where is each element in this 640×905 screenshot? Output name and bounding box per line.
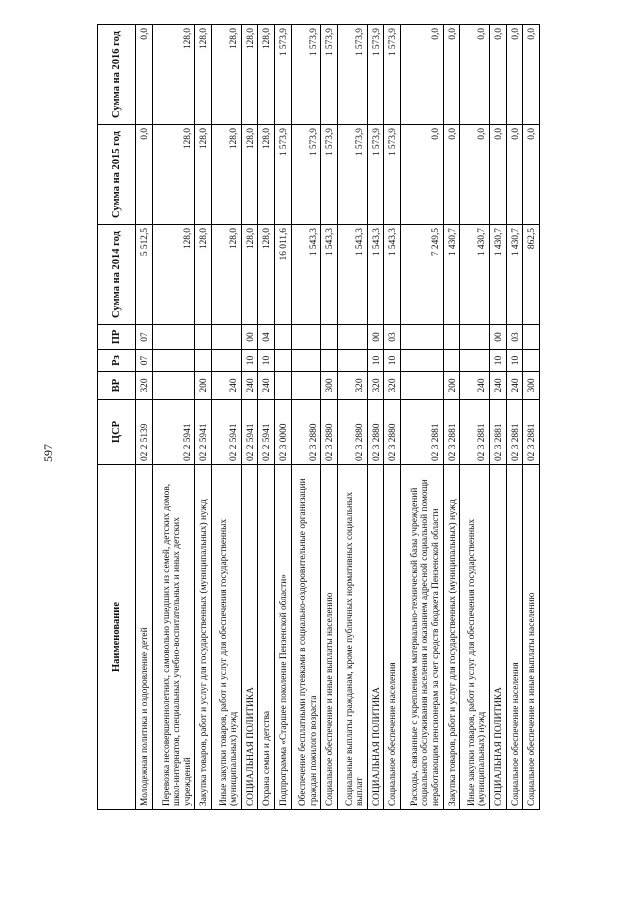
row-vr: 240 [506,372,523,400]
row-rz [321,350,338,372]
row-rz [291,350,321,372]
row-sum-2016: 0,0 [506,25,523,125]
budget-table [97,24,540,810]
row-sum-2016: 1 573,9 [321,25,338,125]
row-rz [523,350,540,372]
table-body [136,25,540,810]
page-number: 597 [41,444,55,462]
row-vr: 240 [258,372,275,400]
row-pr: 07 [136,325,153,350]
row-sum-2015: 1 573,9 [337,125,367,225]
row-sum-2015: 128,0 [152,125,195,225]
table-row [337,25,367,810]
row-vr: 240 [241,372,258,400]
header-name: Наименование [98,465,136,810]
row-sum-2014: 1 430,7 [460,225,490,325]
row-sum-2014: 1 543,3 [321,225,338,325]
row-pr [337,325,367,350]
header-rz: Рз [98,350,136,372]
row-pr: 03 [506,325,523,350]
row-pr [152,325,195,350]
row-csr: 02 2 5139 [136,400,153,465]
table-row [136,25,153,810]
row-sum-2015: 1 573,9 [291,125,321,225]
row-sum-2015: 128,0 [258,125,275,225]
row-name: Молодежная политика и оздоровление детей [136,465,153,810]
header-csr: ЦСР [98,400,136,465]
row-name: Иные закупки товаров, работ и услуг для обеспечения государственных (муниципальных) нужд [460,465,490,810]
table-row [523,25,540,810]
row-sum-2016: 1 573,9 [274,25,291,125]
row-rz [337,350,367,372]
row-sum-2016: 128,0 [152,25,195,125]
row-csr: 02 3 2880 [291,400,321,465]
row-sum-2015: 0,0 [400,125,443,225]
row-vr [400,372,443,400]
table-row [506,25,523,810]
row-name: Социальное обеспечение населения [506,465,523,810]
table-row [384,25,401,810]
row-pr [291,325,321,350]
header-pr: ПР [98,325,136,350]
row-sum-2015: 1 573,9 [274,125,291,225]
row-sum-2015: 128,0 [241,125,258,225]
row-vr: 320 [384,372,401,400]
table-row [367,25,384,810]
row-name: СОЦИАЛЬНАЯ ПОЛИТИКА [367,465,384,810]
row-name: СОЦИАЛЬНАЯ ПОЛИТИКА [241,465,258,810]
row-sum-2016: 1 573,9 [367,25,384,125]
row-sum-2014: 128,0 [241,225,258,325]
row-vr: 200 [195,372,212,400]
row-sum-2015: 0,0 [506,125,523,225]
row-csr: 02 3 0000 [274,400,291,465]
row-csr: 02 3 2880 [337,400,367,465]
row-sum-2016: 128,0 [241,25,258,125]
row-rz: 10 [489,350,506,372]
row-name: Социальное обеспечение и иные выплаты населению [321,465,338,810]
row-rz: 10 [367,350,384,372]
row-pr [400,325,443,350]
row-sum-2016: 0,0 [443,25,460,125]
row-vr [274,372,291,400]
row-pr: 03 [384,325,401,350]
row-sum-2014: 16 011,6 [274,225,291,325]
row-pr [211,325,241,350]
table-row [291,25,321,810]
row-pr: 00 [489,325,506,350]
row-sum-2015: 128,0 [211,125,241,225]
row-csr: 02 3 2880 [321,400,338,465]
row-name: Перевозка несовершеннолетних, самовольно ушедших из семей, детских домов, школ-интернатов, специальных учебно-воспитательных и иных детских учреждений [152,465,195,810]
row-sum-2015: 0,0 [460,125,490,225]
row-rz [152,350,195,372]
table-row [321,25,338,810]
row-rz: 07 [136,350,153,372]
row-sum-2014: 1 543,3 [337,225,367,325]
row-sum-2014: 128,0 [195,225,212,325]
row-pr [460,325,490,350]
row-sum-2014: 1 430,7 [489,225,506,325]
table-row [241,25,258,810]
row-pr [274,325,291,350]
row-csr: 02 3 2881 [489,400,506,465]
row-pr [321,325,338,350]
row-rz [460,350,490,372]
table-row [443,25,460,810]
row-name: Иные закупки товаров, работ и услуг для обеспечения государственных (муниципальных) нужд [211,465,241,810]
row-csr: 02 2 5941 [241,400,258,465]
row-name: Закупка товаров, работ и услуг для государственных (муниципальных) нужд [195,465,212,810]
row-vr: 300 [321,372,338,400]
row-sum-2014: 128,0 [211,225,241,325]
row-vr [291,372,321,400]
row-name: Социальное обеспечение и иные выплаты населению [523,465,540,810]
row-rz: 10 [384,350,401,372]
row-csr: 02 2 5941 [211,400,241,465]
row-sum-2016: 0,0 [400,25,443,125]
row-vr: 240 [211,372,241,400]
row-csr: 02 3 2880 [384,400,401,465]
row-name: СОЦИАЛЬНАЯ ПОЛИТИКА [489,465,506,810]
row-sum-2014: 128,0 [258,225,275,325]
row-name: Закупка товаров, работ и услуг для государственных (муниципальных) нужд [443,465,460,810]
header-sum-2015: Сумма на 2015 год [98,125,136,225]
row-sum-2016: 1 573,9 [384,25,401,125]
row-sum-2014: 1 543,3 [291,225,321,325]
rotated-budget-table [97,25,540,810]
row-rz: 10 [241,350,258,372]
row-sum-2014: 5 512,5 [136,225,153,325]
row-vr: 320 [136,372,153,400]
row-vr: 200 [443,372,460,400]
row-csr: 02 3 2881 [523,400,540,465]
row-sum-2015: 0,0 [489,125,506,225]
row-vr [152,372,195,400]
row-vr: 240 [489,372,506,400]
row-csr: 02 2 5941 [152,400,195,465]
row-rz [274,350,291,372]
row-csr: 02 3 2881 [460,400,490,465]
table-row [274,25,291,810]
row-rz [400,350,443,372]
row-name: Подпрограмма «Старшее поколение Пензенской области» [274,465,291,810]
row-pr [443,325,460,350]
row-pr [195,325,212,350]
row-sum-2014: 7 249,5 [400,225,443,325]
header-sum-2016: Сумма на 2016 год [98,25,136,125]
row-sum-2016: 0,0 [523,25,540,125]
row-rz [443,350,460,372]
row-sum-2015: 1 573,9 [321,125,338,225]
row-sum-2015: 128,0 [195,125,212,225]
table-row [489,25,506,810]
table-header-row [98,25,136,810]
row-sum-2016: 0,0 [136,25,153,125]
row-sum-2015: 0,0 [443,125,460,225]
row-pr: 00 [367,325,384,350]
row-name: Социальные выплаты гражданам, кроме публичных нормативных социальных выплат [337,465,367,810]
table-row [195,25,212,810]
row-name: Социальное обеспечение населения [384,465,401,810]
table-row [460,25,490,810]
row-csr: 02 3 2881 [443,400,460,465]
row-sum-2015: 0,0 [523,125,540,225]
row-vr: 320 [367,372,384,400]
row-sum-2016: 128,0 [258,25,275,125]
row-csr: 02 3 2881 [400,400,443,465]
row-name: Охрана семьи и детства [258,465,275,810]
row-csr: 02 3 2881 [506,400,523,465]
header-sum-2014: Сумма на 2014 год [98,225,136,325]
row-csr: 02 2 5941 [195,400,212,465]
row-sum-2015: 1 573,9 [367,125,384,225]
row-csr: 02 2 5941 [258,400,275,465]
header-vr: ВР [98,372,136,400]
row-sum-2014: 1 543,3 [367,225,384,325]
row-sum-2016: 1 573,9 [291,25,321,125]
row-rz: 10 [258,350,275,372]
table-row [211,25,241,810]
row-sum-2016: 0,0 [460,25,490,125]
row-csr: 02 3 2880 [367,400,384,465]
row-vr: 240 [460,372,490,400]
row-sum-2016: 1 573,9 [337,25,367,125]
row-sum-2014: 862,5 [523,225,540,325]
row-name: Обеспечение бесплатными путевками в социально-оздоровительные организации граждан пожилого возраста [291,465,321,810]
row-sum-2014: 1 430,7 [443,225,460,325]
row-sum-2014: 1 543,3 [384,225,401,325]
row-sum-2016: 0,0 [489,25,506,125]
row-rz [211,350,241,372]
table-row [400,25,443,810]
row-sum-2016: 128,0 [195,25,212,125]
row-vr: 320 [337,372,367,400]
row-pr: 00 [241,325,258,350]
row-sum-2015: 0,0 [136,125,153,225]
table-row [152,25,195,810]
row-pr [523,325,540,350]
row-sum-2014: 1 430,7 [506,225,523,325]
row-rz: 10 [506,350,523,372]
row-pr: 04 [258,325,275,350]
table-row [258,25,275,810]
row-sum-2015: 1 573,9 [384,125,401,225]
row-sum-2014: 128,0 [152,225,195,325]
row-vr: 300 [523,372,540,400]
row-sum-2016: 128,0 [211,25,241,125]
row-rz [195,350,212,372]
row-name: Расходы, связанные с укреплением материально-технической базы учреждений социального обслуживания населения и оказанием адресной социальной помощи неработающим пенсионерам за счет средств бюджета Пензенской области [400,465,443,810]
